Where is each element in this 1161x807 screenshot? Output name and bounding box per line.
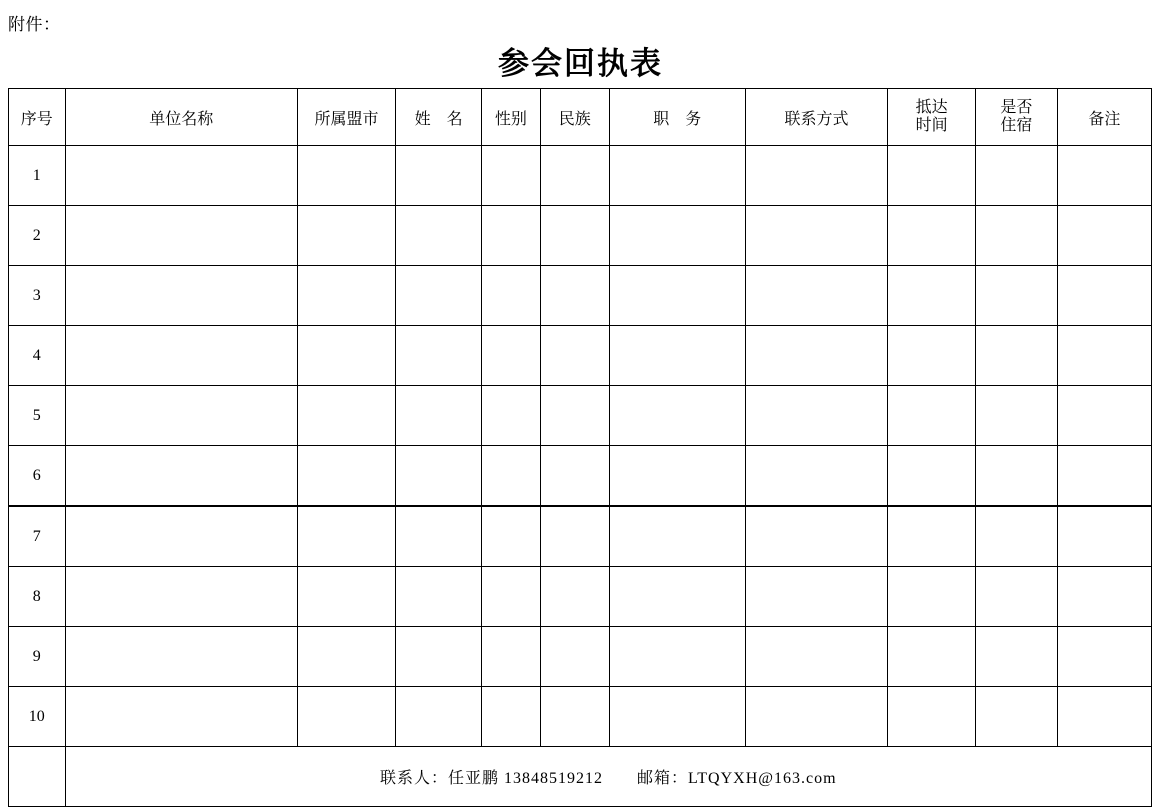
cell-remark[interactable] [1057, 266, 1151, 326]
cell-remark[interactable] [1057, 206, 1151, 266]
cell-gender[interactable] [482, 567, 541, 627]
receipt-table-wrapper [8, 88, 1152, 807]
cell-league-city[interactable] [297, 687, 395, 747]
column-header-arrival-time-line1: 抵达 [915, 98, 948, 116]
row-seq: 9 [9, 627, 66, 687]
cell-gender[interactable] [482, 266, 541, 326]
cell-ethnicity[interactable] [540, 326, 609, 386]
table-row [9, 386, 1152, 446]
cell-contact[interactable] [745, 506, 887, 567]
row-seq: 3 [9, 266, 66, 326]
row-seq: 2 [9, 206, 66, 266]
column-header-ethnicity: 民族 [540, 89, 609, 146]
table-row [9, 326, 1152, 386]
cell-position[interactable] [609, 446, 745, 507]
cell-name[interactable] [396, 146, 482, 206]
cell-remark[interactable] [1057, 326, 1151, 386]
cell-gender[interactable] [482, 326, 541, 386]
column-header-arrival-time-line2: 时间 [915, 117, 948, 134]
cell-gender[interactable] [482, 627, 541, 687]
cell-lodging[interactable] [976, 627, 1058, 687]
cell-league-city[interactable] [297, 386, 395, 446]
cell-gender[interactable] [482, 386, 541, 446]
table-header [9, 89, 1152, 146]
cell-position[interactable] [609, 206, 745, 266]
cell-name[interactable] [396, 506, 482, 567]
table-body [9, 146, 1152, 807]
cell-unit[interactable] [65, 627, 297, 687]
cell-name[interactable] [396, 266, 482, 326]
cell-contact[interactable] [745, 386, 887, 446]
table-header-row [9, 89, 1152, 146]
cell-contact[interactable] [745, 266, 887, 326]
cell-ethnicity[interactable] [540, 446, 609, 507]
cell-arrival-time[interactable] [888, 627, 976, 687]
cell-ethnicity[interactable] [540, 567, 609, 627]
cell-position[interactable] [609, 146, 745, 206]
cell-arrival-time[interactable] [888, 146, 976, 206]
cell-unit[interactable] [65, 687, 297, 747]
cell-remark[interactable] [1057, 146, 1151, 206]
cell-contact[interactable] [745, 446, 887, 507]
cell-contact[interactable] [745, 687, 887, 747]
cell-unit[interactable] [65, 567, 297, 627]
cell-contact[interactable] [745, 146, 887, 206]
receipt-table [8, 88, 1152, 807]
cell-position[interactable] [609, 266, 745, 326]
cell-ethnicity[interactable] [540, 146, 609, 206]
cell-arrival-time[interactable] [888, 446, 976, 507]
cell-lodging[interactable] [976, 386, 1058, 446]
cell-league-city[interactable] [297, 567, 395, 627]
table-row [9, 627, 1152, 687]
cell-arrival-time[interactable] [888, 687, 976, 747]
cell-lodging[interactable] [976, 687, 1058, 747]
column-header-lodging-line2: 住宿 [1000, 117, 1033, 134]
cell-gender[interactable] [482, 446, 541, 507]
cell-unit[interactable] [65, 386, 297, 446]
cell-gender[interactable] [482, 687, 541, 747]
cell-league-city[interactable] [297, 206, 395, 266]
cell-arrival-time[interactable] [888, 506, 976, 567]
table-row [9, 506, 1152, 567]
column-header-name: 姓 名 [396, 89, 482, 146]
cell-lodging[interactable] [976, 266, 1058, 326]
column-header-unit: 单位名称 [65, 89, 297, 146]
cell-position[interactable] [609, 326, 745, 386]
column-header-league-city: 所属盟市 [297, 89, 395, 146]
cell-contact[interactable] [745, 627, 887, 687]
column-header-arrival-time [888, 89, 976, 146]
column-header-seq: 序号 [9, 89, 66, 146]
cell-gender[interactable] [482, 146, 541, 206]
cell-name[interactable] [396, 687, 482, 747]
cell-lodging[interactable] [976, 206, 1058, 266]
column-header-contact: 联系方式 [745, 89, 887, 146]
page-title: 参会回执表 [498, 46, 663, 81]
cell-name[interactable] [396, 386, 482, 446]
cell-remark[interactable] [1057, 446, 1151, 507]
cell-remark[interactable] [1057, 567, 1151, 627]
cell-unit[interactable] [65, 206, 297, 266]
cell-ethnicity[interactable] [540, 386, 609, 446]
cell-name[interactable] [396, 206, 482, 266]
table-row [9, 206, 1152, 266]
cell-contact[interactable] [745, 206, 887, 266]
cell-remark[interactable] [1057, 386, 1151, 446]
cell-unit[interactable] [65, 326, 297, 386]
cell-position[interactable] [609, 627, 745, 687]
cell-gender[interactable] [482, 506, 541, 567]
footer-contact-info [65, 747, 1151, 807]
cell-position[interactable] [609, 567, 745, 627]
cell-position[interactable] [609, 386, 745, 446]
cell-ethnicity[interactable] [540, 506, 609, 567]
cell-name[interactable] [396, 326, 482, 386]
cell-position[interactable] [609, 687, 745, 747]
cell-name[interactable] [396, 446, 482, 507]
column-header-lodging-line1: 是否 [1000, 98, 1033, 116]
column-header-lodging [976, 89, 1058, 146]
cell-lodging[interactable] [976, 567, 1058, 627]
table-row [9, 446, 1152, 507]
cell-remark[interactable] [1057, 627, 1151, 687]
footer-contact-text: 联系人：任亚鹏 13848519212 邮箱：LTQYXH@163.com [379, 770, 837, 787]
cell-ethnicity[interactable] [540, 687, 609, 747]
table-footer-row [9, 747, 1152, 807]
cell-contact[interactable] [745, 326, 887, 386]
footer-seq-blank [9, 747, 66, 807]
row-seq: 1 [9, 146, 66, 206]
cell-name[interactable] [396, 627, 482, 687]
cell-arrival-time[interactable] [888, 326, 976, 386]
cell-ethnicity[interactable] [540, 627, 609, 687]
row-seq: 7 [9, 506, 66, 567]
cell-name[interactable] [396, 567, 482, 627]
cell-unit[interactable] [65, 446, 297, 507]
cell-position[interactable] [609, 506, 745, 567]
table-row [9, 146, 1152, 206]
cell-ethnicity[interactable] [540, 206, 609, 266]
cell-lodging[interactable] [976, 326, 1058, 386]
cell-gender[interactable] [482, 206, 541, 266]
table-row [9, 266, 1152, 326]
cell-arrival-time[interactable] [888, 567, 976, 627]
cell-remark[interactable] [1057, 687, 1151, 747]
cell-league-city[interactable] [297, 446, 395, 507]
cell-arrival-time[interactable] [888, 386, 976, 446]
cell-lodging[interactable] [976, 146, 1058, 206]
table-row [9, 567, 1152, 627]
cell-arrival-time[interactable] [888, 266, 976, 326]
table-row [9, 687, 1152, 747]
cell-league-city[interactable] [297, 326, 395, 386]
column-header-position: 职 务 [609, 89, 745, 146]
column-header-gender: 性别 [482, 89, 541, 146]
row-seq: 6 [9, 446, 66, 507]
row-seq: 8 [9, 567, 66, 627]
cell-league-city[interactable] [297, 146, 395, 206]
cell-league-city[interactable] [297, 627, 395, 687]
cell-contact[interactable] [745, 567, 887, 627]
cell-league-city[interactable] [297, 266, 395, 326]
attachment-label: 附件： [8, 15, 61, 34]
cell-remark[interactable] [1057, 506, 1151, 567]
row-seq: 10 [9, 687, 66, 747]
column-header-remark: 备注 [1057, 89, 1151, 146]
cell-unit[interactable] [65, 266, 297, 326]
cell-league-city[interactable] [297, 506, 395, 567]
cell-unit[interactable] [65, 506, 297, 567]
cell-lodging[interactable] [976, 446, 1058, 507]
cell-lodging[interactable] [976, 506, 1058, 567]
cell-unit[interactable] [65, 146, 297, 206]
cell-arrival-time[interactable] [888, 206, 976, 266]
cell-ethnicity[interactable] [540, 266, 609, 326]
row-seq: 5 [9, 386, 66, 446]
row-seq: 4 [9, 326, 66, 386]
